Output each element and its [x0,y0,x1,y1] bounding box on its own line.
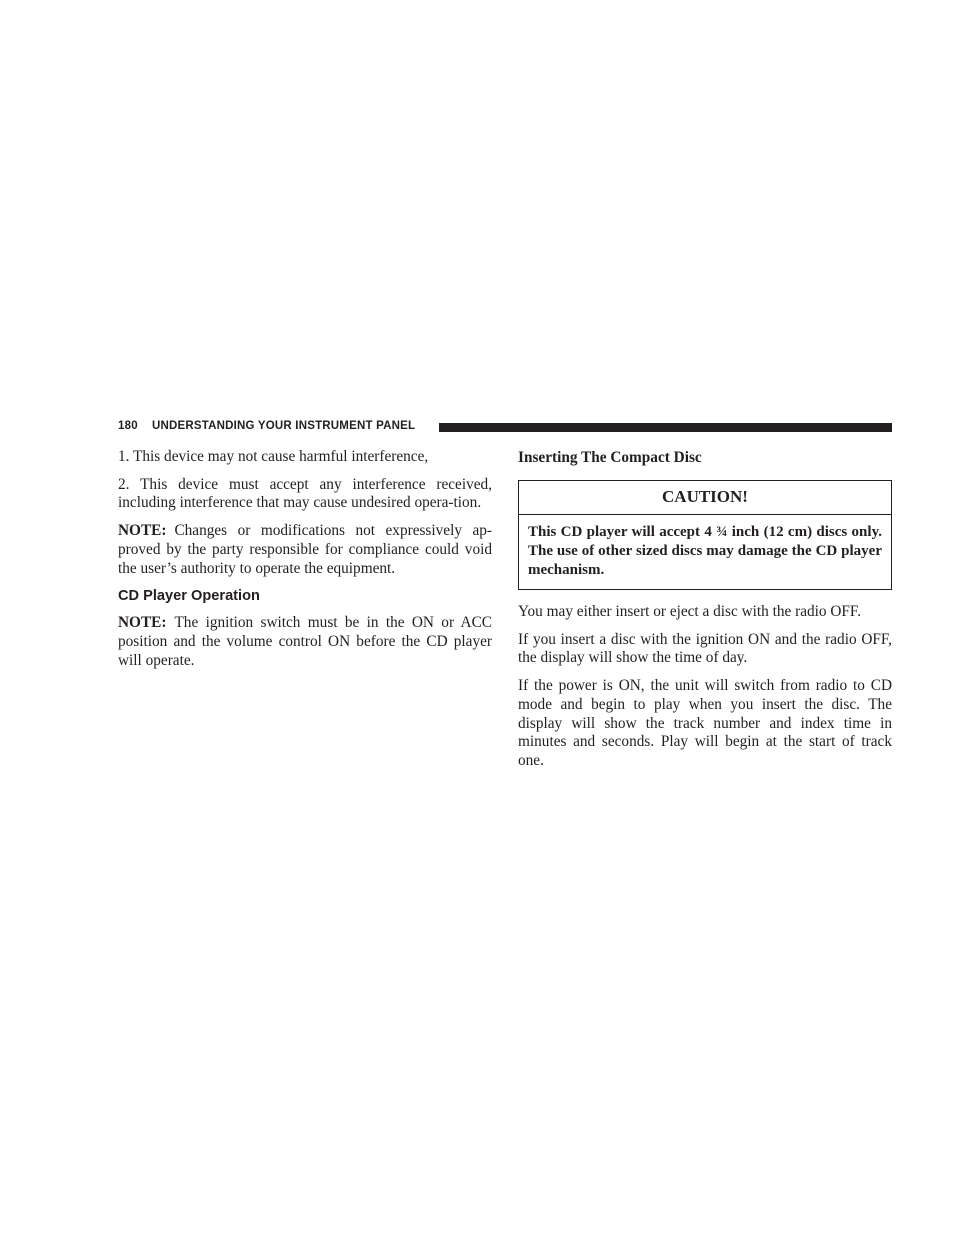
note-label: NOTE: [118,614,167,632]
note-label: NOTE: [118,522,167,540]
note-modifications [118,522,492,578]
caution-box [518,480,892,590]
note-text: The ignition switch must be in the ON or ACC position and the volume control ON before the CD player will operate. [118,614,492,669]
paragraph-time-of-day: If you insert a disc with the ignition ON and the radio OFF, the display will show the time of day. [518,630,892,667]
paragraph-play-mode: If the power is ON, the unit will switch from radio to CD mode and begin to play when you insert the disc. The display will show the track number and index time in minutes and seconds. Play will begin at the start of track one. [518,677,892,769]
note-text: Changes or modifications not expressively ap-proved by the party responsible for compliance could void the user’s authority to operate the equipment. [118,522,492,577]
caution-title: CAUTION! [519,481,891,515]
right-column [518,448,892,780]
page-header [118,419,892,435]
subheading-inserting-disc: Inserting The Compact Disc [518,449,702,466]
paragraph-insert-eject: You may either insert or eject a disc with the radio OFF. [518,603,862,620]
left-column [118,448,492,679]
header-rule [439,423,892,432]
interference-item-1: 1. This device may not cause harmful interference, [118,448,429,465]
page-number: 180 [118,420,138,432]
section-heading-cd-player-operation: CD Player Operation [118,588,260,605]
note-ignition [118,614,492,670]
caution-text: This CD player will accept 4 ¾ inch (12 cm) discs only. The use of other sized discs may damage the CD player mechanism. [528,524,882,578]
running-title: UNDERSTANDING YOUR INSTRUMENT PANEL [152,420,416,432]
interference-item-2: 2. This device must accept any interference received, including interference that may cause undesired opera-tion. [118,475,492,512]
